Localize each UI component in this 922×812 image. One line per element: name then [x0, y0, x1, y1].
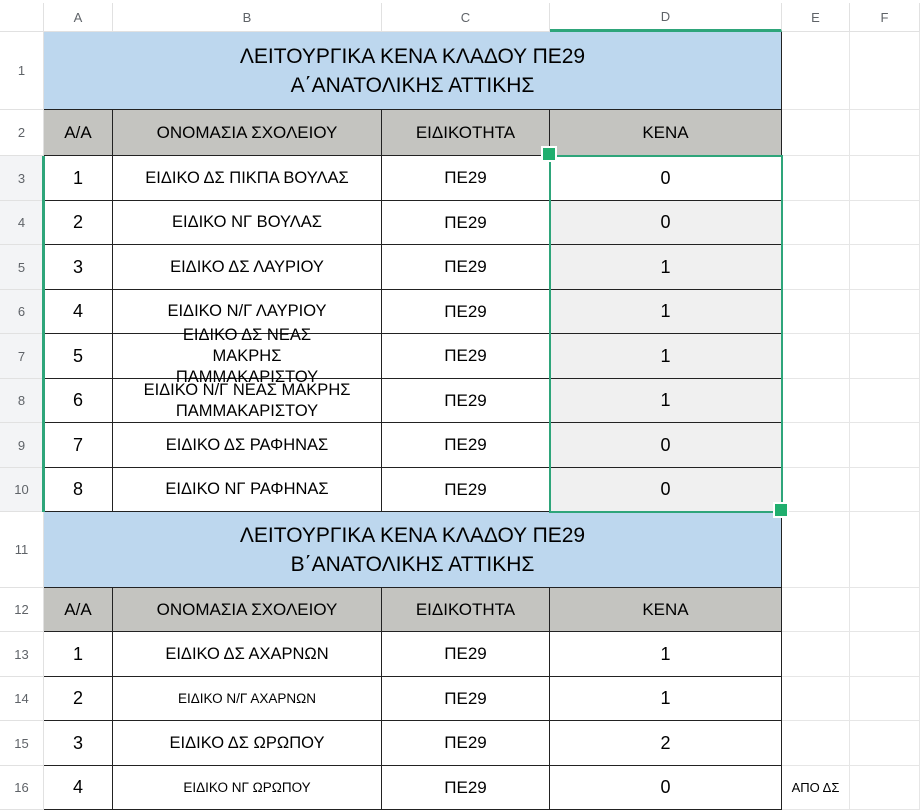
cell-f6[interactable]	[850, 290, 920, 334]
cell-f13[interactable]	[850, 632, 920, 677]
table-row-b3-aa[interactable]: 3	[44, 721, 113, 766]
select-all-corner[interactable]	[0, 3, 44, 32]
table-row-a3-aa[interactable]: 3	[44, 245, 113, 290]
row-header-5[interactable]: 5	[0, 245, 44, 290]
row-header-15[interactable]: 15	[0, 721, 44, 766]
row-header-16[interactable]: 16	[0, 766, 44, 810]
table-row-b3-spec[interactable]: ΠΕ29	[382, 721, 550, 766]
column-header-d[interactable]: D	[550, 3, 782, 32]
table-row-a7-name[interactable]: ΕΙΔΙΚΟ ΔΣ ΡΑΦΗΝΑΣ	[113, 423, 382, 468]
cell-f1[interactable]	[850, 32, 920, 110]
table-row-a2-name[interactable]: ΕΙΔΙΚΟ ΝΓ ΒΟΥΛΑΣ	[113, 201, 382, 245]
row-selection-indicator	[42, 156, 45, 512]
cell-e6[interactable]	[782, 290, 850, 334]
row-header-9[interactable]: 9	[0, 423, 44, 468]
table-row-a2-aa[interactable]: 2	[44, 201, 113, 245]
cell-f11[interactable]	[850, 512, 920, 588]
table-row-b4-aa[interactable]: 4	[44, 766, 113, 810]
cell-e2[interactable]	[782, 110, 850, 156]
row-header-10[interactable]: 10	[0, 468, 44, 512]
table-row-a4-name[interactable]: ΕΙΔΙΚΟ Ν/Γ ΛΑΥΡΙΟΥ	[113, 290, 382, 334]
table-row-b1-kena[interactable]: 1	[550, 632, 782, 677]
cell-e11[interactable]	[782, 512, 850, 588]
table-row-a8-kena[interactable]: 0	[550, 468, 782, 512]
table-row-a6-spec[interactable]: ΠΕ29	[382, 379, 550, 423]
row-header-3[interactable]: 3	[0, 156, 44, 201]
cell-f12[interactable]	[850, 588, 920, 632]
cell-f15[interactable]	[850, 721, 920, 766]
row-header-8[interactable]: 8	[0, 379, 44, 423]
row-header-13[interactable]: 13	[0, 632, 44, 677]
header-school-name[interactable]: ΟΝΟΜΑΣΙΑ ΣΧΟΛΕΙΟΥ	[113, 110, 382, 156]
table-row-b4-spec[interactable]: ΠΕ29	[382, 766, 550, 810]
selection-start-handle[interactable]	[541, 146, 557, 162]
header-specialty[interactable]: ΕΙΔΙΚΟΤΗΤΑ	[382, 110, 550, 156]
table-row-b1-spec[interactable]: ΠΕ29	[382, 632, 550, 677]
row-header-11[interactable]: 11	[0, 512, 44, 588]
row-header-12[interactable]: 12	[0, 588, 44, 632]
table-row-a2-spec[interactable]: ΠΕ29	[382, 201, 550, 245]
table-row-a4-aa[interactable]: 4	[44, 290, 113, 334]
table-row-a3-name[interactable]: ΕΙΔΙΚΟ ΔΣ ΛΑΥΡΙΟΥ	[113, 245, 382, 290]
cell-f16[interactable]	[850, 766, 920, 810]
table-row-b2-aa[interactable]: 2	[44, 677, 113, 721]
table-row-a1-spec[interactable]: ΠΕ29	[382, 156, 550, 201]
cell-e13[interactable]	[782, 632, 850, 677]
section-a-title-line1: ΛΕΙΤΟΥΡΓΙΚΑ ΚΕΝΑ ΚΛΑΔΟΥ ΠΕ29	[239, 44, 586, 68]
row-header-6[interactable]: 6	[0, 290, 44, 334]
column-header-e[interactable]: E	[782, 3, 850, 32]
table-row-b4-kena[interactable]: 0	[550, 766, 782, 810]
cell-e7[interactable]	[782, 334, 850, 379]
cell-e9[interactable]	[782, 423, 850, 468]
table-row-b2-name[interactable]: ΕΙΔΙΚΟ Ν/Γ ΑΧΑΡΝΩΝ	[113, 677, 382, 721]
table-row-a8-aa[interactable]: 8	[44, 468, 113, 512]
table-row-a5-name[interactable]: ΕΙΔΙΚΟ ΔΣ ΝΕΑΣ ΜΑΚΡΗΣ ΠΑΜΜΑΚΑΡΙΣΤΟΥ	[113, 334, 382, 379]
cell-e8[interactable]	[782, 379, 850, 423]
table-row-b4-name[interactable]: ΕΙΔΙΚΟ ΝΓ ΩΡΩΠΟΥ	[113, 766, 382, 810]
header-aa[interactable]: Α/Α	[44, 110, 113, 156]
cell-e3[interactable]	[782, 156, 850, 201]
table-row-a4-spec[interactable]: ΠΕ29	[382, 290, 550, 334]
selection-end-handle[interactable]	[773, 502, 789, 518]
header-kena[interactable]: ΚΕΝΑ	[550, 110, 782, 156]
column-header-f[interactable]: F	[850, 3, 920, 32]
table-row-a8-spec[interactable]: ΠΕ29	[382, 468, 550, 512]
cell-e10[interactable]	[782, 468, 850, 512]
section-b-title-line1: ΛΕΙΤΟΥΡΓΙΚΑ ΚΕΝΑ ΚΛΑΔΟΥ ΠΕ29	[239, 523, 586, 547]
cell-e16-note[interactable]: ΑΠΟ ΔΣ	[782, 766, 850, 810]
section-b-title-line2: Β΄ΑΝΑΤΟΛΙΚΗΣ ΑΤΤΙΚΗΣ	[290, 552, 535, 576]
cell-f5[interactable]	[850, 245, 920, 290]
column-header-b[interactable]: B	[113, 3, 382, 32]
cell-e12[interactable]	[782, 588, 850, 632]
table-row-b2-spec[interactable]: ΠΕ29	[382, 677, 550, 721]
cell-e15[interactable]	[782, 721, 850, 766]
cell-f3[interactable]	[850, 156, 920, 201]
row-header-1[interactable]: 1	[0, 32, 44, 110]
table-row-a5-aa[interactable]: 5	[44, 334, 113, 379]
table-row-b3-name[interactable]: ΕΙΔΙΚΟ ΔΣ ΩΡΩΠΟΥ	[113, 721, 382, 766]
cell-f4[interactable]	[850, 201, 920, 245]
section-b-title[interactable]	[44, 512, 782, 588]
row-header-7[interactable]: 7	[0, 334, 44, 379]
table-row-a1-kena[interactable]: 0	[550, 156, 782, 201]
table-row-b1-name[interactable]: ΕΙΔΙΚΟ ΔΣ ΑΧΑΡΝΩΝ	[113, 632, 382, 677]
section-a-title[interactable]	[44, 32, 782, 110]
header-kena-b[interactable]: ΚΕΝΑ	[550, 588, 782, 632]
table-row-a6-kena[interactable]: 1	[550, 379, 782, 423]
table-row-a7-spec[interactable]: ΠΕ29	[382, 423, 550, 468]
table-row-b1-aa[interactable]: 1	[44, 632, 113, 677]
table-row-b3-kena[interactable]: 2	[550, 721, 782, 766]
table-row-a1-name[interactable]: ΕΙΔΙΚΟ ΔΣ ΠΙΚΠΑ ΒΟΥΛΑΣ	[113, 156, 382, 201]
header-specialty-b[interactable]: ΕΙΔΙΚΟΤΗΤΑ	[382, 588, 550, 632]
table-row-a3-spec[interactable]: ΠΕ29	[382, 245, 550, 290]
cell-e14[interactable]	[782, 677, 850, 721]
table-row-a3-kena[interactable]: 1	[550, 245, 782, 290]
cell-e1[interactable]	[782, 32, 850, 110]
cell-f2[interactable]	[850, 110, 920, 156]
table-row-a7-kena[interactable]: 0	[550, 423, 782, 468]
cell-f7[interactable]	[850, 334, 920, 379]
column-header-a[interactable]: A	[44, 3, 113, 32]
header-school-name-b[interactable]: ΟΝΟΜΑΣΙΑ ΣΧΟΛΕΙΟΥ	[113, 588, 382, 632]
table-row-a5-spec[interactable]: ΠΕ29	[382, 334, 550, 379]
table-row-b2-kena[interactable]: 1	[550, 677, 782, 721]
row-header-14[interactable]: 14	[0, 677, 44, 721]
cell-f10[interactable]	[850, 468, 920, 512]
table-row-a5-kena[interactable]: 1	[550, 334, 782, 379]
cell-f8[interactable]	[850, 379, 920, 423]
column-header-c[interactable]: C	[382, 3, 550, 32]
cell-f9[interactable]	[850, 423, 920, 468]
table-row-a6-aa[interactable]: 6	[44, 379, 113, 423]
cell-e5[interactable]	[782, 245, 850, 290]
table-row-a6-name[interactable]: ΕΙΔΙΚΟ Ν/Γ ΝΕΑΣ ΜΑΚΡΗΣ ΠΑΜΜΑΚΑΡΙΣΤΟΥ	[113, 379, 382, 423]
row-header-2[interactable]: 2	[0, 110, 44, 156]
table-row-a4-kena[interactable]: 1	[550, 290, 782, 334]
table-row-a1-aa[interactable]: 1	[44, 156, 113, 201]
section-a-title-line2: Α΄ΑΝΑΤΟΛΙΚΗΣ ΑΤΤΙΚΗΣ	[290, 73, 535, 97]
cell-e4[interactable]	[782, 201, 850, 245]
table-row-a8-name[interactable]: ΕΙΔΙΚΟ ΝΓ ΡΑΦΗΝΑΣ	[113, 468, 382, 512]
row-header-4[interactable]: 4	[0, 201, 44, 245]
table-row-a2-kena[interactable]: 0	[550, 201, 782, 245]
table-row-a7-aa[interactable]: 7	[44, 423, 113, 468]
cell-f14[interactable]	[850, 677, 920, 721]
header-aa-b[interactable]: Α/Α	[44, 588, 113, 632]
